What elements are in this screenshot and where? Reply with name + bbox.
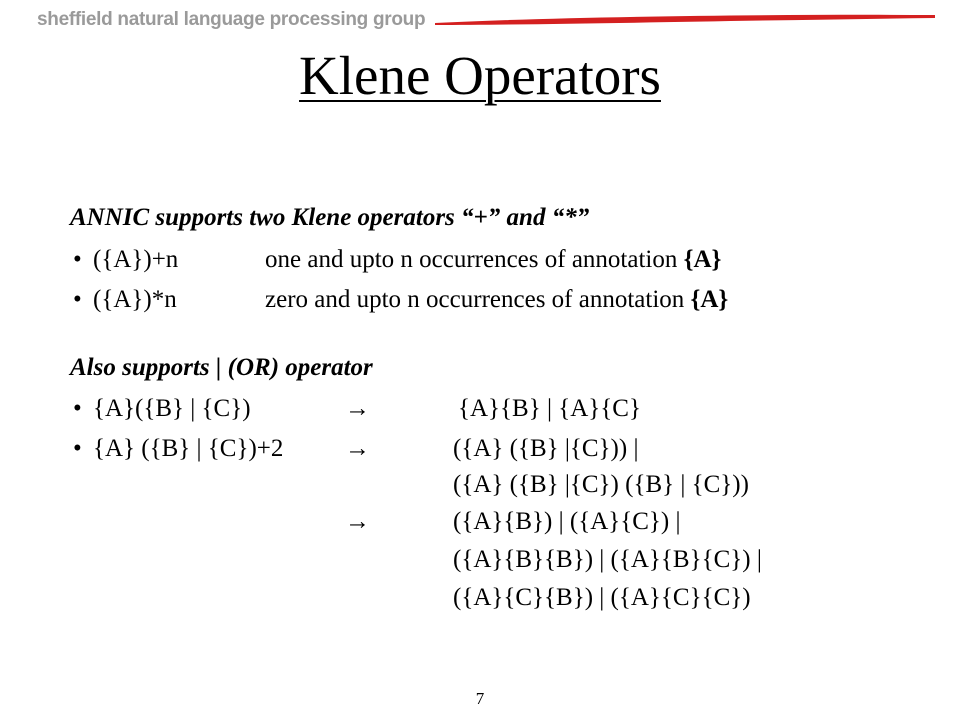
bullet-icon: •: [73, 435, 82, 462]
header-decorative-rule: [430, 10, 940, 32]
section2-heading: Also supports | (OR) operator: [70, 354, 373, 381]
arrow-icon: →: [345, 395, 370, 422]
operator-star-annotation: {A}: [690, 286, 729, 313]
operator-plus-annotation: {A}: [683, 246, 722, 273]
page-number: 7: [475, 689, 485, 708]
or-example-2-result-line-2: ({A} ({B} |{C}) ({B} | {C})): [453, 471, 749, 498]
bullet-icon: •: [73, 395, 82, 422]
expansion-line-2: ({A}{B}{B}) | ({A}{B}{C}) |: [453, 546, 762, 573]
operator-star-desc-text: zero and upto n occurrences of annotation: [265, 286, 691, 313]
operator-plus-desc: [265, 245, 721, 275]
slide-title: Klene Operators: [299, 45, 661, 106]
operator-star-expr: ({A})*n: [93, 286, 177, 313]
bullet-icon: •: [73, 246, 82, 273]
section1-heading: ANNIC supports two Klene operators “+” and “*”: [70, 204, 590, 231]
bullet-icon: •: [73, 286, 82, 313]
expansion-line-1: ({A}{B}) | ({A}{C}) |: [453, 508, 681, 535]
operator-plus-expr: ({A})+n: [93, 246, 179, 273]
or-example-2-result-line-1: ({A} ({B} |{C})) |: [453, 435, 639, 462]
header-group-name: sheffield natural language processing group: [37, 9, 426, 30]
expansion-line-3: ({A}{C}{B}) | ({A}{C}{C}): [453, 584, 751, 611]
or-example-1-expr: {A}({B} | {C}): [93, 395, 251, 422]
arrow-icon: →: [345, 508, 370, 535]
arrow-icon: →: [345, 435, 370, 462]
operator-plus-desc-text: one and upto n occurrences of annotation: [265, 246, 684, 273]
or-example-2-expr: {A} ({B} | {C})+2: [93, 435, 284, 462]
operator-star-desc: [265, 285, 728, 315]
or-example-1-result: {A}{B} | {A}{C}: [458, 395, 641, 422]
